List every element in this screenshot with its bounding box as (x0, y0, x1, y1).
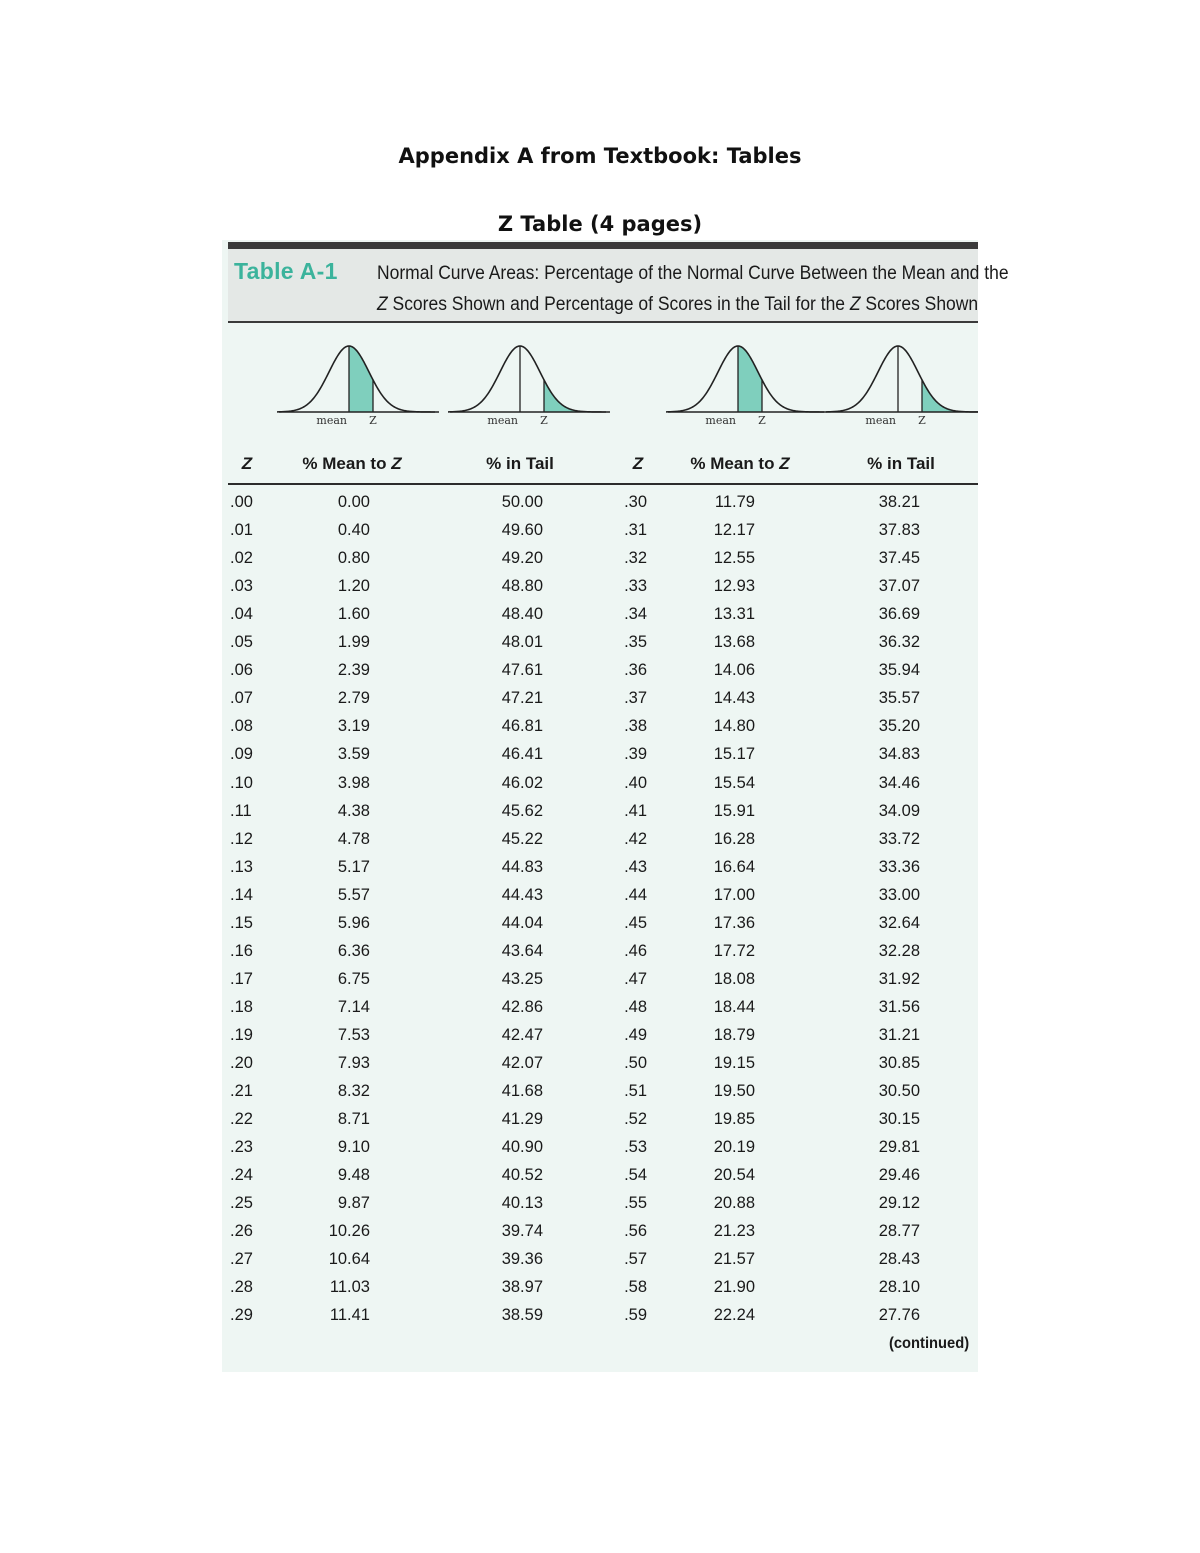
mean-to-z-cell: 9.87 (337, 1194, 370, 1213)
z-cell: .45 (624, 913, 647, 932)
mean-to-z-cell: 21.90 (713, 1278, 755, 1297)
in-tail-cell: 37.45 (878, 549, 920, 568)
curve-label-z: Z (758, 414, 766, 427)
table-row (222, 858, 978, 886)
z-cell: .20 (230, 1054, 253, 1072)
mean-to-z-cell: 5.57 (337, 885, 370, 904)
table-row (222, 661, 978, 689)
in-tail-cell: 35.57 (878, 689, 920, 708)
in-tail-cell: 40.13 (501, 1194, 543, 1213)
header-rule (228, 483, 978, 485)
z-cell: .59 (624, 1306, 647, 1325)
z-cell: .10 (230, 773, 253, 792)
z-cell: .09 (230, 745, 253, 764)
normal-curve-diagrams (222, 326, 978, 436)
in-tail-cell: 50.00 (501, 493, 543, 511)
mean-to-z-cell: 8.32 (337, 1082, 370, 1101)
header-in-tail-2: % in Tail (867, 454, 935, 473)
caption-z-2: Z (849, 294, 861, 315)
mean-to-z-cell: 0.40 (337, 521, 370, 540)
in-tail-cell: 44.04 (501, 913, 543, 932)
mean-to-z-cell: 14.80 (713, 717, 755, 736)
normal-curve (448, 346, 606, 412)
z-cell: .28 (230, 1278, 253, 1297)
table-row (222, 745, 978, 773)
z-cell: .51 (624, 1082, 647, 1101)
mean-to-z-cell: 16.64 (713, 857, 755, 876)
z-cell: .03 (230, 577, 253, 596)
in-tail-cell: 42.47 (501, 1025, 543, 1044)
in-tail-cell: 30.85 (878, 1054, 920, 1072)
mean-to-z-cell: 2.39 (337, 661, 370, 680)
table-row (222, 717, 978, 745)
mean-to-z-cell: 5.17 (337, 857, 370, 876)
in-tail-cell: 46.41 (501, 745, 543, 764)
mean-to-z-cell: 18.08 (713, 969, 755, 988)
z-cell: .46 (624, 941, 647, 960)
z-cell: .37 (624, 689, 647, 708)
mean-to-z-cell: 9.10 (337, 1138, 370, 1157)
in-tail-cell: 49.20 (501, 549, 543, 568)
mean-to-z-cell: 7.53 (337, 1025, 370, 1044)
in-tail-cell: 38.21 (878, 493, 920, 511)
in-tail-cell: 28.43 (878, 1250, 920, 1269)
mean-to-z-cell: 3.19 (337, 717, 370, 736)
in-tail-cell: 38.97 (501, 1278, 543, 1297)
z-table-scan (222, 240, 1009, 1372)
in-tail-cell: 46.02 (501, 773, 543, 792)
shaded-area (922, 380, 978, 412)
mean-to-z-cell: 19.85 (713, 1110, 755, 1129)
z-cell: .17 (230, 969, 253, 988)
curve-label-z: Z (918, 414, 926, 427)
table-row (222, 1166, 978, 1194)
in-tail-cell: 48.40 (501, 605, 543, 624)
z-cell: .08 (230, 717, 253, 736)
table-row (222, 549, 978, 577)
in-tail-cell: 36.69 (878, 605, 920, 624)
table-row (222, 521, 978, 549)
mean-to-z-cell: 20.54 (713, 1166, 755, 1185)
mean-to-z-cell: 15.54 (713, 773, 755, 792)
mean-to-z-cell: 11.79 (714, 493, 755, 511)
mean-to-z-cell: 1.99 (337, 633, 370, 652)
z-cell: .26 (230, 1222, 253, 1241)
mean-to-z-cell: 10.26 (328, 1222, 370, 1241)
z-cell: .58 (624, 1278, 647, 1297)
z-cell: .31 (624, 521, 647, 540)
z-cell: .54 (624, 1166, 647, 1185)
z-cell: .40 (624, 773, 647, 792)
z-cell: .44 (624, 885, 647, 904)
table-row (222, 998, 978, 1026)
table-row (222, 1110, 978, 1138)
in-tail-cell: 35.20 (878, 717, 920, 736)
in-tail-cell: 37.07 (878, 577, 920, 596)
z-cell: .15 (230, 913, 253, 932)
mean-to-z-cell: 3.59 (337, 745, 370, 764)
z-cell: .50 (624, 1054, 647, 1072)
in-tail-cell: 33.00 (878, 885, 920, 904)
z-cell: .55 (624, 1194, 647, 1213)
mean-to-z-cell: 17.72 (713, 941, 755, 960)
mean-to-z-cell: 8.71 (337, 1110, 370, 1129)
table-row (222, 1306, 978, 1334)
z-cell: .02 (230, 549, 253, 568)
z-cell: .07 (230, 689, 253, 708)
curve-label-mean: mean (865, 414, 896, 427)
document-title: Appendix A from Textbook: Tables (398, 144, 802, 168)
z-cell: .35 (624, 633, 647, 652)
mean-to-z-cell: 21.57 (713, 1250, 755, 1269)
table-row (222, 1026, 978, 1054)
z-cell: .30 (624, 493, 647, 511)
table-row (222, 830, 978, 858)
table-row (222, 633, 978, 661)
table-row (222, 1054, 978, 1082)
in-tail-cell: 43.64 (501, 941, 543, 960)
in-tail-cell: 48.80 (501, 577, 543, 596)
in-tail-cell: 39.74 (501, 1222, 543, 1241)
mean-to-z-cell: 6.75 (337, 969, 370, 988)
caption-line-1: Normal Curve Areas: Percentage of the Normal Curve Between the Mean and the (377, 263, 1009, 284)
in-tail-cell: 27.76 (878, 1306, 920, 1325)
table-row (222, 886, 978, 914)
in-tail-cell: 41.29 (501, 1110, 543, 1129)
z-cell: .06 (230, 661, 253, 680)
z-cell: .23 (230, 1138, 253, 1157)
header-mean-to-z-2: % Mean to Z (690, 454, 790, 473)
table-row (222, 1222, 978, 1250)
mean-to-z-cell: 11.03 (329, 1278, 370, 1297)
in-tail-cell: 31.21 (878, 1025, 920, 1044)
mean-to-z-cell: 6.36 (337, 941, 370, 960)
table-row (222, 1082, 978, 1110)
z-cell: .14 (230, 885, 253, 904)
in-tail-cell: 43.25 (501, 969, 543, 988)
table-row (222, 1278, 978, 1306)
in-tail-cell: 33.36 (878, 857, 920, 876)
mean-to-z-cell: 20.19 (713, 1138, 755, 1157)
mean-to-z-cell: 16.28 (713, 829, 755, 848)
in-tail-cell: 32.28 (878, 941, 920, 960)
in-tail-cell: 35.94 (878, 661, 920, 680)
in-tail-cell: 28.77 (878, 1222, 920, 1241)
z-cell: .22 (230, 1110, 253, 1129)
caption-mid: Scores Shown and Percentage of Scores in the Tail for the (387, 294, 850, 315)
mean-to-z-cell: 11.41 (329, 1306, 370, 1325)
mean-to-z-cell: 13.68 (713, 633, 755, 652)
mean-to-z-cell: 13.31 (713, 605, 755, 624)
in-tail-cell: 29.81 (878, 1138, 920, 1157)
in-tail-cell: 31.56 (878, 997, 920, 1016)
z-cell: .38 (624, 717, 647, 736)
table-row (222, 493, 978, 521)
z-cell: .43 (624, 857, 647, 876)
z-cell: .52 (624, 1110, 647, 1129)
mean-to-z-cell: 15.17 (713, 745, 755, 764)
z-cell: .47 (624, 969, 647, 988)
mean-to-z-cell: 3.98 (337, 773, 370, 792)
in-tail-cell: 32.64 (878, 913, 920, 932)
z-cell: .00 (230, 493, 253, 511)
mean-to-z-cell: 18.79 (713, 1025, 755, 1044)
in-tail-cell: 44.43 (501, 885, 543, 904)
curve-label-mean: mean (705, 414, 736, 427)
mean-to-z-cell: 0.00 (337, 493, 370, 511)
table-row (222, 802, 978, 830)
column-header-row (222, 454, 978, 482)
z-cell: .16 (230, 941, 253, 960)
in-tail-cell: 28.10 (878, 1278, 920, 1297)
in-tail-cell: 40.90 (501, 1138, 543, 1157)
mean-to-z-cell: 10.64 (328, 1250, 370, 1269)
mean-to-z-cell: 5.96 (337, 913, 370, 932)
in-tail-cell: 31.92 (878, 969, 920, 988)
z-cell: .41 (624, 801, 647, 820)
top-rule (228, 242, 978, 249)
z-cell: .29 (230, 1306, 253, 1325)
z-cell: .01 (230, 521, 253, 540)
continued-note: (continued) (888, 1335, 969, 1352)
header-z-1: Z (241, 454, 253, 473)
z-cell: .42 (624, 829, 647, 848)
mean-to-z-cell: 14.06 (713, 661, 755, 680)
caption-rule (228, 321, 978, 323)
z-cell: .18 (230, 997, 253, 1016)
in-tail-cell: 37.83 (878, 521, 920, 540)
header-z-2: Z (632, 454, 644, 473)
curve-label-z: Z (369, 414, 377, 427)
mean-to-z-cell: 12.93 (713, 577, 755, 596)
in-tail-cell: 45.62 (501, 801, 543, 820)
mean-to-z-cell: 19.15 (713, 1054, 755, 1072)
in-tail-cell: 38.59 (501, 1306, 543, 1325)
caption-end: Scores Shown (860, 294, 979, 315)
mean-to-z-cell: 0.80 (337, 549, 370, 568)
mean-to-z-cell: 20.88 (713, 1194, 755, 1213)
table-row (222, 1138, 978, 1166)
z-cell: .05 (230, 633, 253, 652)
in-tail-cell: 40.52 (501, 1166, 543, 1185)
z-cell: .32 (624, 549, 647, 568)
header-in-tail-1: % in Tail (486, 454, 554, 473)
mean-to-z-cell: 21.23 (713, 1222, 755, 1241)
curve-label-mean: mean (316, 414, 347, 427)
table-row (222, 689, 978, 717)
in-tail-cell: 45.22 (501, 829, 543, 848)
z-cell: .13 (230, 857, 253, 876)
z-cell: .48 (624, 997, 647, 1016)
document-subtitle: Z Table (4 pages) (497, 212, 703, 236)
table-label: Table A-1 (234, 258, 338, 284)
table-row (222, 942, 978, 970)
normal-curve (826, 346, 978, 412)
z-cell: .27 (230, 1250, 253, 1269)
table-row (222, 970, 978, 998)
caption-line-2 (377, 289, 979, 320)
z-cell: .33 (624, 577, 647, 596)
in-tail-cell: 36.32 (878, 633, 920, 652)
mean-to-z-cell: 7.14 (337, 997, 370, 1016)
in-tail-cell: 47.21 (501, 689, 543, 708)
mean-to-z-cell: 1.60 (337, 605, 370, 624)
z-cell: .11 (230, 801, 252, 820)
mean-to-z-cell: 12.55 (713, 549, 755, 568)
table-row (222, 774, 978, 802)
z-cell: .56 (624, 1222, 647, 1241)
in-tail-cell: 39.36 (501, 1250, 543, 1269)
mean-to-z-cell: 17.00 (713, 885, 755, 904)
z-cell: .57 (624, 1250, 647, 1269)
mean-to-z-cell: 12.17 (713, 521, 755, 540)
header-mean-to-z-1: % Mean to Z (302, 454, 402, 473)
z-cell: .19 (230, 1025, 253, 1044)
in-tail-cell: 44.83 (501, 857, 543, 876)
in-tail-cell: 29.12 (878, 1194, 920, 1213)
mean-to-z-cell: 17.36 (713, 913, 755, 932)
z-cell: .04 (230, 605, 253, 624)
z-cell: .36 (624, 661, 647, 680)
in-tail-cell: 29.46 (878, 1166, 920, 1185)
z-cell: .25 (230, 1194, 253, 1213)
z-cell: .49 (624, 1025, 647, 1044)
in-tail-cell: 41.68 (501, 1082, 543, 1101)
mean-to-z-cell: 4.78 (337, 829, 370, 848)
in-tail-cell: 30.15 (878, 1110, 920, 1129)
in-tail-cell: 46.81 (501, 717, 543, 736)
mean-to-z-cell: 15.91 (713, 801, 755, 820)
mean-to-z-cell: 19.50 (713, 1082, 755, 1101)
mean-to-z-cell: 22.24 (713, 1306, 755, 1325)
z-cell: .39 (624, 745, 647, 764)
table-caption (377, 258, 1009, 320)
curve-label-mean: mean (487, 414, 518, 427)
z-cell: .53 (624, 1138, 647, 1157)
z-cell: .24 (230, 1166, 253, 1185)
in-tail-cell: 42.86 (501, 997, 543, 1016)
mean-to-z-cell: 4.38 (337, 801, 370, 820)
in-tail-cell: 34.46 (878, 773, 920, 792)
mean-to-z-cell: 18.44 (713, 997, 755, 1016)
in-tail-cell: 34.09 (878, 801, 920, 820)
z-cell: .34 (624, 605, 647, 624)
table-row (222, 1194, 978, 1222)
in-tail-cell: 42.07 (501, 1054, 543, 1072)
mean-to-z-cell: 7.93 (337, 1054, 370, 1072)
in-tail-cell: 33.72 (878, 829, 920, 848)
in-tail-cell: 34.83 (878, 745, 920, 764)
mean-to-z-cell: 14.43 (713, 689, 755, 708)
table-row (222, 605, 978, 633)
in-tail-cell: 47.61 (501, 661, 543, 680)
in-tail-cell: 48.01 (501, 633, 543, 652)
z-cell: .12 (230, 829, 253, 848)
table-row (222, 1250, 978, 1278)
curve-label-z: Z (540, 414, 548, 427)
mean-to-z-cell: 2.79 (337, 689, 370, 708)
table-row (222, 577, 978, 605)
table-row (222, 914, 978, 942)
in-tail-cell: 49.60 (501, 521, 543, 540)
z-cell: .21 (230, 1082, 253, 1101)
in-tail-cell: 30.50 (878, 1082, 920, 1101)
mean-to-z-cell: 9.48 (337, 1166, 370, 1185)
caption-z: Z (377, 294, 388, 315)
mean-to-z-cell: 1.20 (337, 577, 370, 596)
